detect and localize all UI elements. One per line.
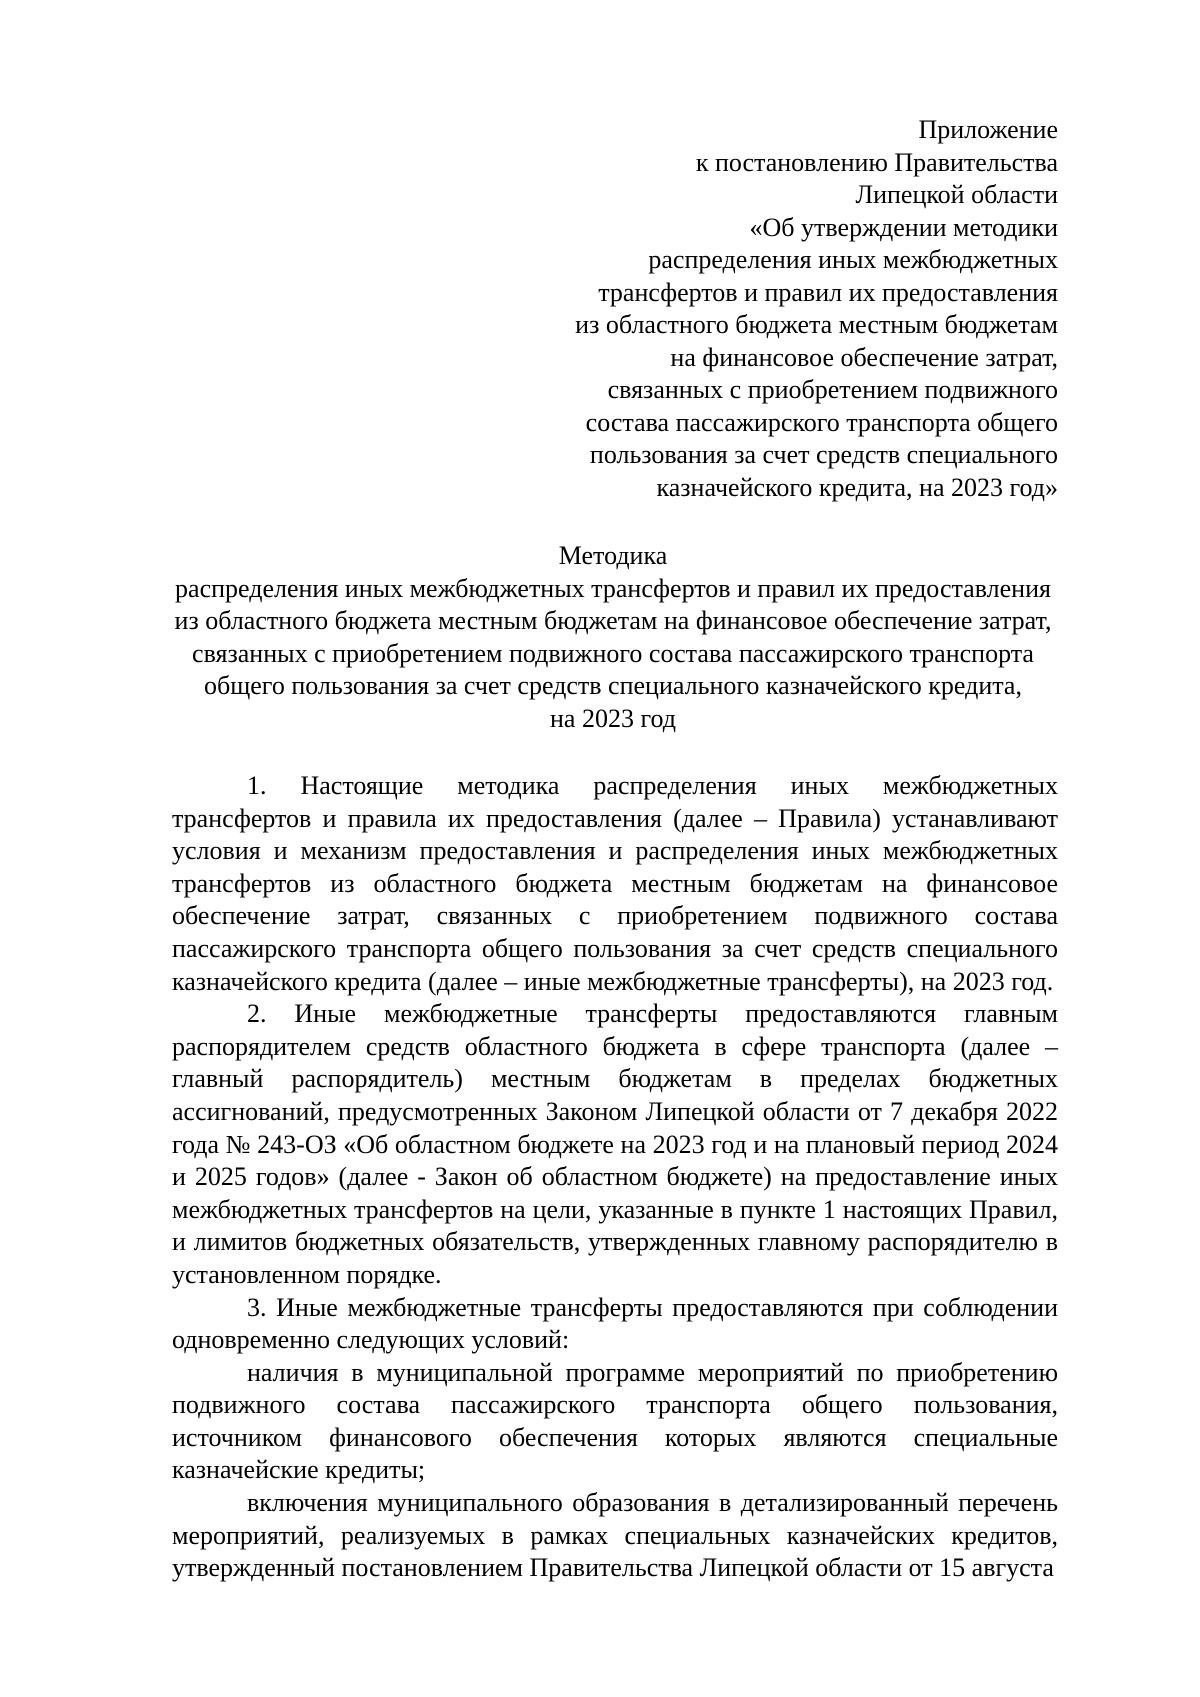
appendix-line: состава пассажирского транспорта общего	[585, 407, 1058, 437]
title-line: на 2023 год	[550, 703, 676, 733]
appendix-line: из областного бюджета местным бюджетам	[575, 310, 1058, 339]
appendix-line: «Об утверждении методики	[749, 212, 1058, 242]
appendix-line: связанных с приобретением подвижного	[607, 375, 1058, 404]
title-line: из областного бюджета местным бюджетам на финансовое обеспечение затрат,	[174, 606, 1052, 635]
title-heading: Методика	[558, 541, 668, 570]
paragraph-1: 1. Настоящие методика распределения иных межбюджетных трансфертов и правила их предоставления (далее – Правила) устанавливают условия и механизм предоставления и распределения иных межбюджетных трансфертов из областного бюджета местным бюджетам на финансовое обеспечение затрат, связанных с приобретением подвижного состава пассажирского транспорта общего пользования за счет средств специального казначейского кредита (далее – иные межбюджетные трансферты), на 2023 год.	[172, 771, 1058, 996]
appendix-line: трансфертов и правил их предоставления	[598, 277, 1058, 307]
document-title	[168, 540, 1058, 735]
appendix-header	[418, 114, 1058, 504]
paragraph-2: 2. Иные межбюджетные трансферты предоставляются главным распорядителем средств областного бюджета в сфере транспорта (далее – главный распорядитель) местным бюджетам в пределах бюджетных ассигнований, предусмотренных Законом Липецкой области от 7 декабря 2022 года № 243-ОЗ «Об областном бюджете на 2023 год и на плановый период 2024 и 2025 годов» (далее - Закон об областном бюджете) на предоставление иных межбюджетных трансфертов на цели, указанные в пункте 1 настоящих Правил, и лимитов бюджетных обязательств, утвержденных главному распорядителю в установленном порядке.	[172, 999, 1058, 1289]
title-line: распределения иных межбюджетных трансфертов и правил их предоставления	[175, 573, 1051, 603]
title-line: общего пользования за счет средств специального казначейского кредита,	[204, 671, 1022, 700]
appendix-line: Приложение	[918, 115, 1058, 144]
paragraph-3: 3. Иные межбюджетные трансферты предоставляются при соблюдении одновременно следующих условий:	[172, 1292, 1058, 1355]
appendix-line: казначейского кредита, на 2023 год»	[656, 472, 1058, 502]
appendix-line: на финансовое обеспечение затрат,	[670, 342, 1058, 372]
paragraph-condition-1: наличия в муниципальной программе мероприятий по приобретению подвижного состава пассажирского транспорта общего пользования, источником финансового обеспечения которых являются специальные казначейские кредиты;	[172, 1357, 1058, 1485]
appendix-line: пользования за счет средств специального	[589, 440, 1058, 469]
document-body	[172, 770, 1058, 1585]
paragraph-condition-2: включения муниципального образования в детализированный перечень мероприятий, реализуемых в рамках специальных казначейских кредитов, утвержденный постановлением Правительства Липецкой области от 15 августа	[172, 1488, 1058, 1583]
appendix-line: Липецкой области	[855, 180, 1058, 209]
title-line: связанных с приобретением подвижного состава пассажирского транспорта	[192, 638, 1034, 668]
appendix-line: к постановлению Правительства	[695, 147, 1058, 177]
appendix-line: распределения иных межбюджетных	[648, 245, 1058, 274]
